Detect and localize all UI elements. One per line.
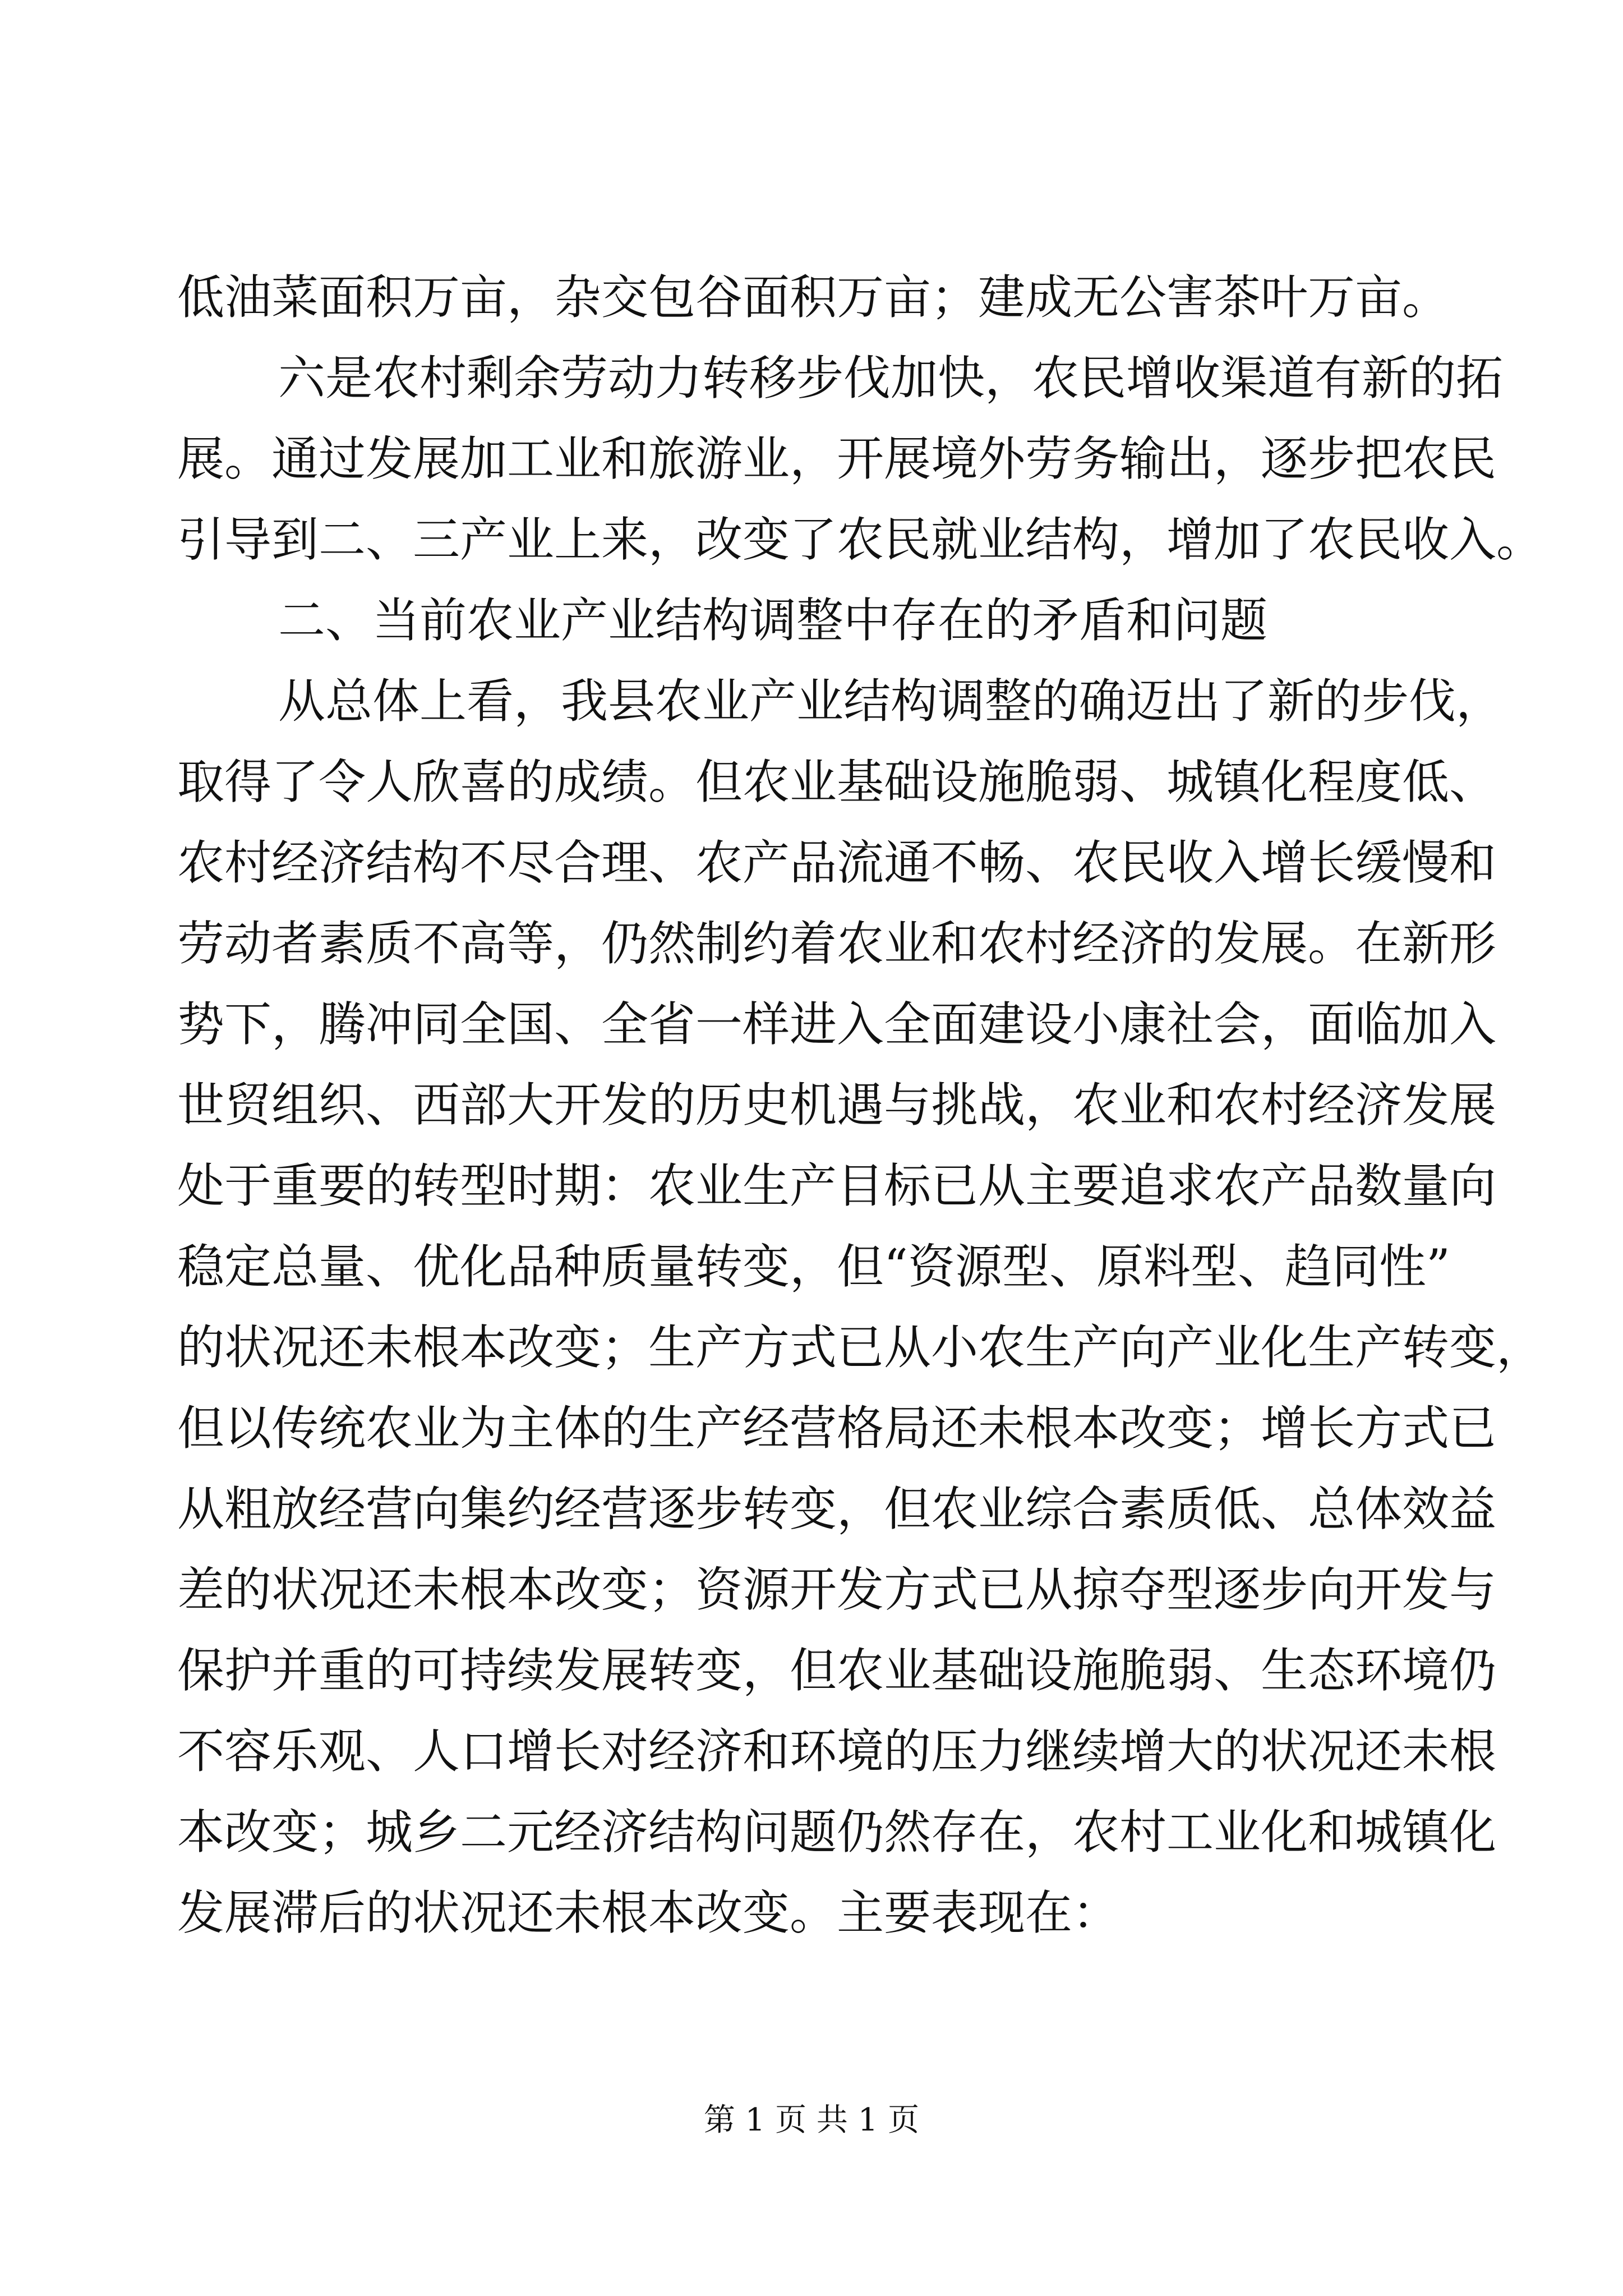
text-line: 劳动者素质不高等，仍然制约着农业和农村经济的发展。在新形 [177,916,1497,971]
text-line: 本改变；城乡二元经济结构问题仍然存在，农村工业化和城镇化 [177,1805,1497,1860]
text-line: 处于重要的转型时期：农业生产目标已从主要追求农产品数量向 [177,1158,1497,1213]
text-line: 差的状况还未根本改变；资源开发方式已从掠夺型逐步向开发与 [177,1562,1497,1617]
text-line: 的状况还未根本改变；生产方式已从小农生产向产业化生产转变， [177,1320,1544,1375]
text-line: 农村经济结构不尽合理、农产品流通不畅、农民收入增长缓慢和 [177,835,1497,890]
text-line: 稳定总量、优化品种质量转变，但“资源型、原料型、趋同性” [177,1239,1450,1294]
text-line: 发展滞后的状况还未根本改变。主要表现在： [177,1885,1120,1940]
text-line: 从粗放经营向集约经营逐步转变，但农业综合素质低、总体效益 [177,1481,1497,1536]
page-number-label: 第 1 页 共 1 页 [703,2102,920,2138]
section-heading: 二、当前农业产业结构调整中存在的矛盾和问题 [278,593,1268,648]
text-line: 引导到二、三产业上来，改变了农民就业结构，增加了农民收入。 [177,512,1544,567]
text-line: 世贸组织、西部大开发的历史机遇与挑战，农业和农村经济发展 [177,1078,1497,1133]
text-line: 势下，腾冲同全国、全省一样进入全面建设小康社会，面临加入 [177,997,1497,1052]
text-line: 展。通过发展加工业和旅游业，开展境外劳务输出，逐步把农民 [177,431,1497,486]
text-line: 从总体上看，我县农业产业结构调整的确迈出了新的步伐， [278,674,1504,729]
text-line: 六是农村剩余劳动力转移步伐加快，农民增收渠道有新的拓 [278,351,1504,406]
page-footer [0,2098,1623,2143]
text-line: 保护并重的可持续发展转变，但农业基础设施脆弱、生态环境仍 [177,1643,1497,1698]
text-line: 但以传统农业为主体的生产经营格局还未根本改变；增长方式已 [177,1401,1497,1456]
text-line: 取得了令人欣喜的成绩。但农业基础设施脆弱、城镇化程度低、 [177,754,1497,809]
text-line: 低油菜面积万亩，杂交包谷面积万亩；建成无公害茶叶万亩。 [177,270,1450,325]
text-line: 不容乐观、人口增长对经济和环境的压力继续增大的状况还未根 [177,1724,1497,1779]
